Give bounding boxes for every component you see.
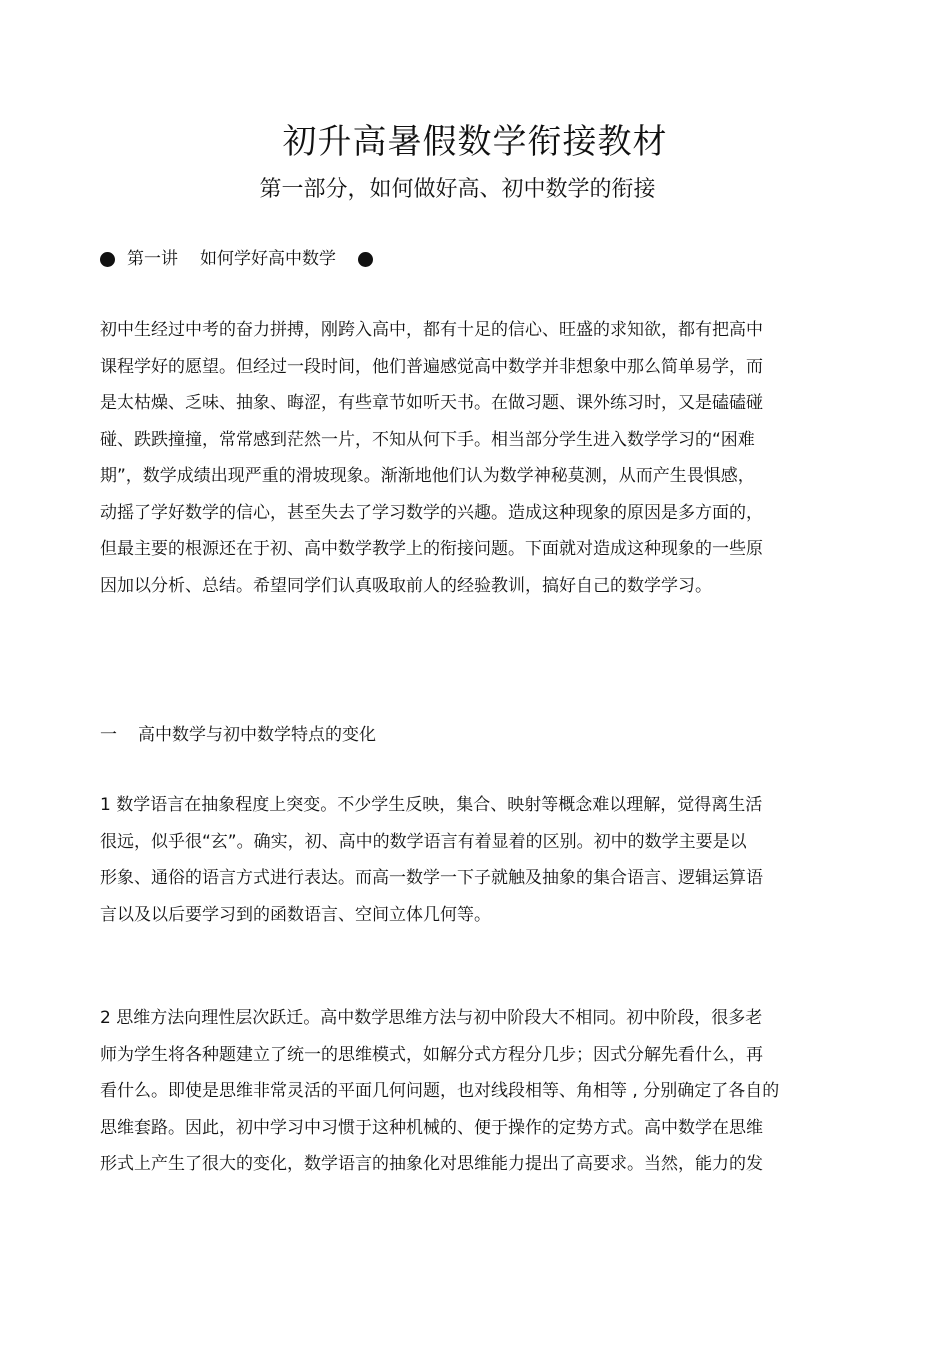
lecture-number: 第一讲 [127, 249, 178, 269]
intro-paragraph [100, 317, 845, 609]
bullet-icon [358, 252, 373, 267]
paragraph-line: 课程学好的愿望。但经过一段时间，他们普遍感觉高中数学并非想象中那么简单易学，而 [100, 356, 763, 377]
paragraph-line: 但最主要的根源还在于初、高中数学教学上的衔接问题。下面就对造成这种现象的一些原 [100, 539, 763, 559]
bullet-icon [100, 252, 115, 267]
paragraph-line: 动摇了学好数学的信心，甚至失去了学习数学的兴趣。造成这种现象的原因是多方面的， [100, 502, 763, 523]
paragraph-line: 形象、通俗的语言方式进行表达。而高一数学一下子就触及抽象的集合语言、逻辑运算语 [100, 868, 763, 888]
paragraph-line: 1 数学语言在抽象程度上突变。不少学生反映，集合、映射等概念难以理解，觉得离生活 [100, 795, 763, 815]
paragraph-line: 是太枯燥、乏味、抽象、晦涩，有些章节如听天书。在做习题、课外练习时，又是磕磕碰 [100, 393, 763, 413]
lecture-heading [100, 246, 373, 272]
paragraph-line: 思维套路。因此，初中学习中习惯于这种机械的、便于操作的定势方式。高中数学在思维 [100, 1117, 763, 1138]
paragraph-line: 碰、跌跌撞撞，常常感到茫然一片，不知从何下手。相当部分学生进入数学学习的“困难 [100, 429, 755, 450]
lecture-title: 如何学好高中数学 [200, 249, 336, 269]
point-1-paragraph [100, 792, 845, 938]
section-number: 一 [100, 725, 117, 745]
paragraph-line: 师为学生将各种题建立了统一的思维模式，如解分式方程分几步；因式分解先看什么，再 [100, 1044, 763, 1065]
section-title: 高中数学与初中数学特点的变化 [138, 725, 376, 745]
paragraph-line: 形式上产生了很大的变化，数学语言的抽象化对思维能力提出了高要求。当然，能力的发 [100, 1154, 763, 1174]
paragraph-line: 期”，数学成绩出现严重的滑坡现象。渐渐地他们认为数学神秘莫测，从而产生畏惧感， [100, 466, 755, 486]
paragraph-line: 言以及以后要学习到的函数语言、空间立体几何等。 [100, 904, 491, 925]
paragraph-line: 很远，似乎很“玄”。确实，初、高中的数学语言有着显着的区别。初中的数学主要是以 [100, 831, 747, 852]
document-subtitle: 第一部分，如何做好高、初中数学的衔接 [259, 177, 656, 202]
paragraph-line: 因加以分析、总结。希望同学们认真吸取前人的经验教训，搞好自己的数学学习。 [100, 575, 712, 596]
paragraph-line: 初中生经过中考的奋力拼搏，刚跨入高中，都有十足的信心、旺盛的求知欲，都有把高中 [100, 320, 763, 340]
point-2-paragraph [100, 1005, 845, 1188]
section-heading [100, 722, 376, 748]
paragraph-line: 看什么。即使是思维非常灵活的平面几何问题，也对线段相等、角相等 , 分别确定了各自的 [100, 1081, 780, 1101]
paragraph-line: 2 思维方法向理性层次跃迁。高中数学思维方法与初中阶段大不相同。初中阶段，很多老 [100, 1008, 763, 1028]
document-title: 初升高暑假数学衔接教材 [282, 122, 668, 162]
